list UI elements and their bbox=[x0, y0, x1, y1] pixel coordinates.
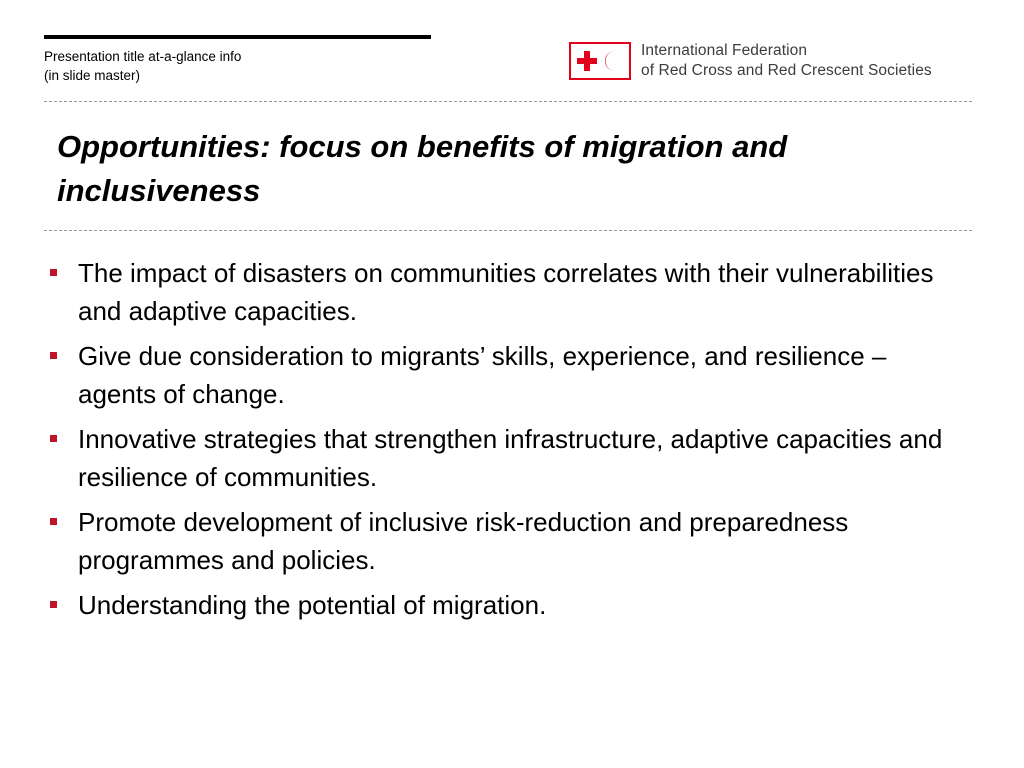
slide-title: Opportunities: focus on benefits of migration and inclusiveness bbox=[57, 129, 788, 208]
header-divider bbox=[44, 101, 972, 102]
bullet-list bbox=[46, 254, 946, 631]
bullet-text: Innovative strategies that strengthen infrastructure, adaptive capacities and resilience of communities. bbox=[78, 424, 943, 492]
logo-text-line1: International Federation bbox=[641, 42, 808, 59]
logo-text-line2: of Red Cross and Red Crescent Societies bbox=[641, 62, 932, 79]
bullet-item bbox=[46, 503, 946, 579]
bullet-item bbox=[46, 337, 946, 413]
red-cross-red-crescent-emblem-icon bbox=[569, 42, 631, 80]
bullet-item bbox=[46, 586, 946, 624]
title-divider bbox=[44, 230, 972, 231]
bullet-text: Promote development of inclusive risk-reduction and preparedness programmes and policies. bbox=[78, 507, 849, 575]
bullet-square-icon bbox=[50, 269, 57, 276]
presentation-info-line2: (in slide master) bbox=[44, 68, 141, 83]
bullet-text: Give due consideration to migrants’ skills, experience, and resilience – agents of change. bbox=[78, 341, 887, 409]
bullet-text: Understanding the potential of migration. bbox=[78, 590, 547, 620]
header-top-rule bbox=[44, 35, 431, 39]
bullet-text: The impact of disasters on communities correlates with their vulnerabilities and adaptive capacities. bbox=[78, 258, 934, 326]
bullet-square-icon bbox=[50, 435, 57, 442]
presentation-info bbox=[44, 47, 241, 85]
bullet-item bbox=[46, 254, 946, 330]
logo-text bbox=[641, 41, 932, 81]
bullet-square-icon bbox=[50, 518, 57, 525]
bullet-square-icon bbox=[50, 352, 57, 359]
presentation-info-line1: Presentation title at-a-glance info bbox=[44, 49, 242, 64]
ifrc-logo bbox=[569, 41, 932, 81]
bullet-square-icon bbox=[50, 601, 57, 608]
bullet-item bbox=[46, 420, 946, 496]
